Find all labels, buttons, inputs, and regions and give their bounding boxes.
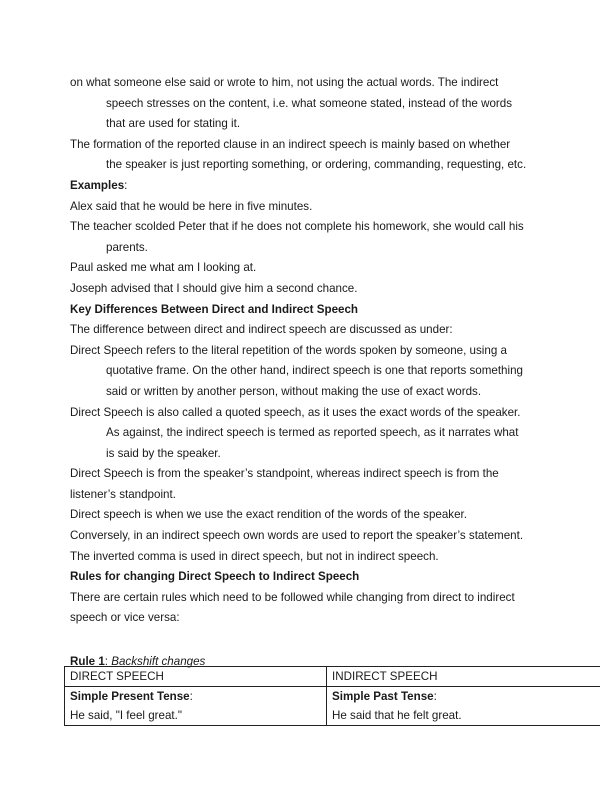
rule-title: Rule 1: Backshift changes [70,655,206,669]
paragraph-line: listener’s standpoint. [70,487,176,501]
paragraph-line: on what someone else said or wrote to him, not using the actual words. The indirect [70,76,499,89]
table-row [65,706,600,726]
paragraph-line: Direct Speech is also called a quoted speech, as it uses the exact words of the speaker. [70,405,521,419]
paragraph-line: The teacher scolded Peter that if he does not complete his homework, she would call his [70,220,524,234]
spacer [70,629,590,649]
paragraph-line: speech stresses on the content, i.e. what someone stated, instead of the words [106,96,513,110]
header-direct-speech: DIRECT SPEECH [65,667,327,687]
paragraph-line: quotative frame. On the other hand, indirect speech is one that reports something [106,364,523,378]
header-indirect-speech: INDIRECT SPEECH [327,667,600,687]
table-row [65,687,600,707]
direct-tense-label: Simple Present Tense: [65,687,327,707]
paragraph-line: Direct Speech is from the speaker’s standpoint, whereas indirect speech is from the [70,467,499,481]
paragraph-line: the speaker is just reporting something, or ordering, commanding, requesting, etc. [106,158,527,172]
paragraph-line: As against, the indirect speech is termed as reported speech, as it narrates what [106,426,519,440]
indirect-example: He said that he felt great. [327,706,600,726]
paragraph-line: There are certain rules which need to be followed while changing from direct to indirect [70,590,515,604]
paragraph-line: Joseph advised that I should give him a second chance. [70,281,358,295]
document-body [70,73,590,672]
paragraph-line: said or written by another person, without making the use of exact words. [106,384,482,398]
paragraph-line: is said by the speaker. [106,446,221,460]
indirect-tense-label: Simple Past Tense: [327,687,600,707]
table-header-row [65,667,600,687]
paragraph-line: The difference between direct and indirect speech are discussed as under: [70,323,453,337]
paragraph-line: The inverted comma is used in direct speech, but not in indirect speech. [70,549,439,563]
backshift-table [64,666,600,726]
paragraph-line: Paul asked me what am I looking at. [70,261,257,275]
paragraph-line: Alex said that he would be here in five minutes. [70,199,313,213]
paragraph-line: The formation of the reported clause in an indirect speech is mainly based on whether [70,137,511,151]
section-heading: Rules for changing Direct Speech to Indirect Speech [70,570,360,584]
paragraph-line: Direct speech is when we use the exact rendition of the words of the speaker. [70,508,467,522]
paragraph-line: Conversely, in an indirect speech own words are used to report the speaker’s statement. [70,529,524,543]
paragraph-line: speech or vice versa: [70,611,180,625]
paragraph-line: Direct Speech refers to the literal repetition of the words spoken by someone, using a [70,343,507,357]
section-heading: Examples: [70,178,128,192]
paragraph-line: parents. [106,240,148,254]
section-heading: Key Differences Between Direct and Indirect Speech [70,302,359,316]
direct-example: He said, "I feel great." [65,706,327,726]
paragraph-line: that are used for stating it. [106,117,241,131]
